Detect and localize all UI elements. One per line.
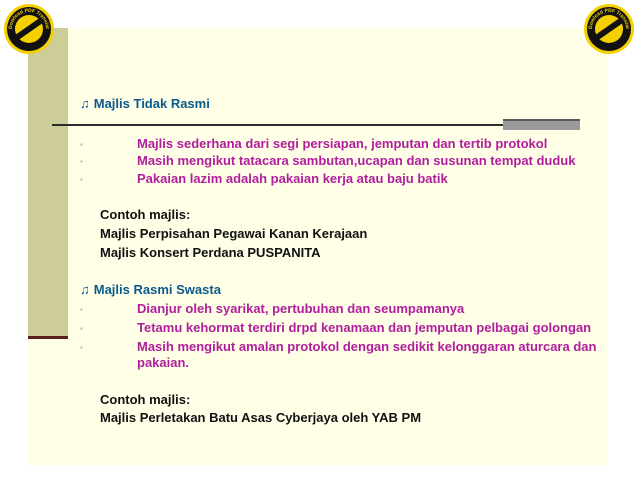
- examples-label: Contoh majlis:: [100, 207, 191, 222]
- bullet-icon: ▪: [80, 343, 83, 352]
- bullet-item: Majlis sederhana dari segi persiapan, jemputan dan tertib protokol: [137, 136, 548, 151]
- heading-text: Majlis Rasmi Swasta: [93, 282, 221, 297]
- bullet-icon: ▪: [80, 324, 83, 333]
- side-accent-bar: [28, 28, 68, 338]
- bullet-item: Dianjur oleh syarikat, pertubuhan dan seumpamanya: [137, 301, 465, 316]
- bullet-icon: ▪: [80, 175, 83, 184]
- badge-text-right: Dowload PDF Translat: [587, 7, 631, 30]
- music-note-icon: ♫: [80, 282, 90, 297]
- bullet-icon: ▪: [80, 140, 83, 149]
- bullet-item: Masih mengikut tatacara sambutan,ucapan dan susunan tempat duduk: [137, 153, 576, 168]
- section-heading-tidak-rasmi: [80, 96, 210, 111]
- bullet-item: Pakaian lazim adalah pakaian kerja atau baju batik: [137, 171, 448, 186]
- bullet-item: Masih mengikut amalan protokol dengan sedikit kelonggaran aturcara dan pakaian.: [137, 339, 597, 370]
- examples-label: Contoh majlis:: [100, 392, 191, 407]
- heading-text: Majlis Tidak Rasmi: [93, 96, 210, 111]
- divider-accent: [503, 119, 580, 130]
- bullet-icon: ▪: [80, 305, 83, 314]
- music-note-icon: ♫: [80, 96, 90, 111]
- example-item: Majlis Perletakan Batu Asas Cyberjaya oleh YAB PM: [100, 410, 422, 425]
- bullet-item: Tetamu kehormat terdiri drpd kenamaan dan jemputan pelbagai golongan: [137, 320, 592, 335]
- download-pdf-badge-left[interactable]: [3, 3, 55, 55]
- download-pdf-badge-right[interactable]: [583, 3, 635, 55]
- bullet-icon: ▪: [80, 157, 83, 166]
- section-heading-rasmi-swasta: [80, 282, 221, 297]
- divider-line: [52, 124, 557, 126]
- badge-text-left: Dowload PDF Translat: [7, 7, 51, 30]
- example-item: Majlis Konsert Perdana PUSPANITA: [100, 245, 321, 260]
- example-item: Majlis Perpisahan Pegawai Kanan Kerajaan: [100, 226, 368, 241]
- side-accent-line: [28, 336, 68, 339]
